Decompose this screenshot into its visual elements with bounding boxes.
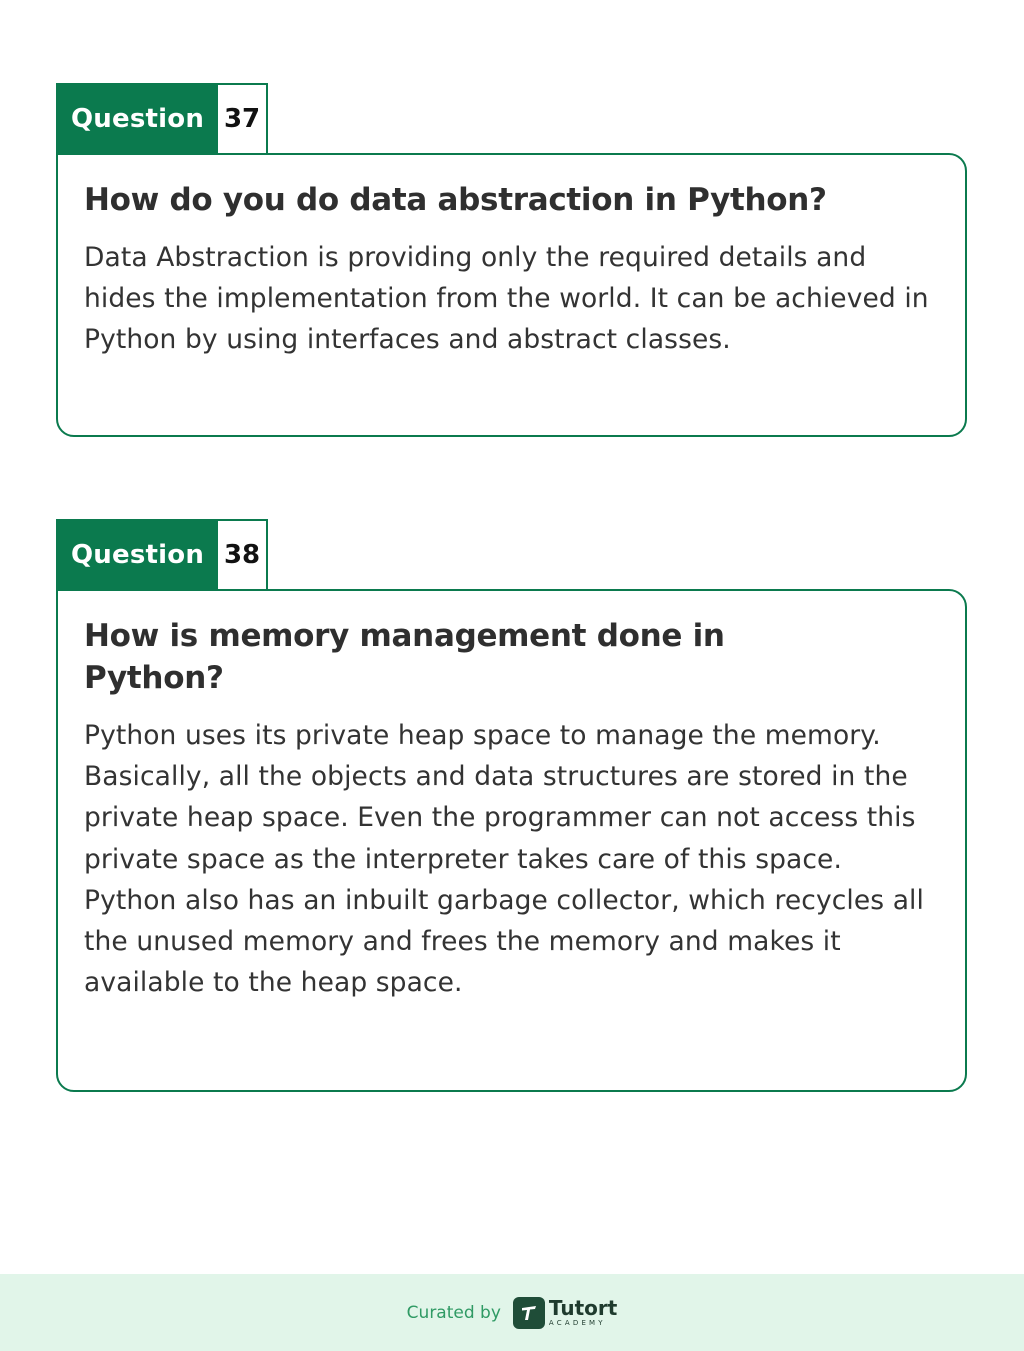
question-tag — [56, 83, 268, 153]
question-tag — [56, 519, 268, 589]
question-title: How is memory management done in Python? — [84, 618, 725, 696]
question-label: Question — [58, 85, 218, 153]
question-number: 38 — [223, 540, 261, 570]
tutort-logo-icon — [513, 1297, 545, 1329]
question-label: Question — [58, 521, 218, 589]
question-number: 37 — [223, 104, 261, 134]
question-answer: Data Abstraction is providing only the required details and hides the implementation from the world. It can be achieved in Python by using interfaces and abstract classes. — [84, 242, 929, 356]
question-card — [56, 153, 967, 437]
footer — [0, 1274, 1024, 1351]
question-card — [56, 589, 967, 1092]
question-answer: Python uses its private heap space to manage the memory. Basically, all the objects and data structures are stored in the private heap space. Even the programmer can not access this private space as the interpreter takes care of this space. Python also has an inbuilt garbage collector, which recycles all the unused memory and frees the memory and makes it available to the heap space. — [84, 720, 924, 999]
brand-text — [549, 1298, 617, 1327]
brand-name: Tutort — [548, 1296, 618, 1320]
curated-by-text: Curated by — [406, 1302, 501, 1323]
brand-subtitle: ACADEMY — [548, 1319, 606, 1327]
question-title: How do you do data abstraction in Python? — [84, 182, 827, 218]
tutort-logo-icon-glyph — [518, 1302, 540, 1324]
